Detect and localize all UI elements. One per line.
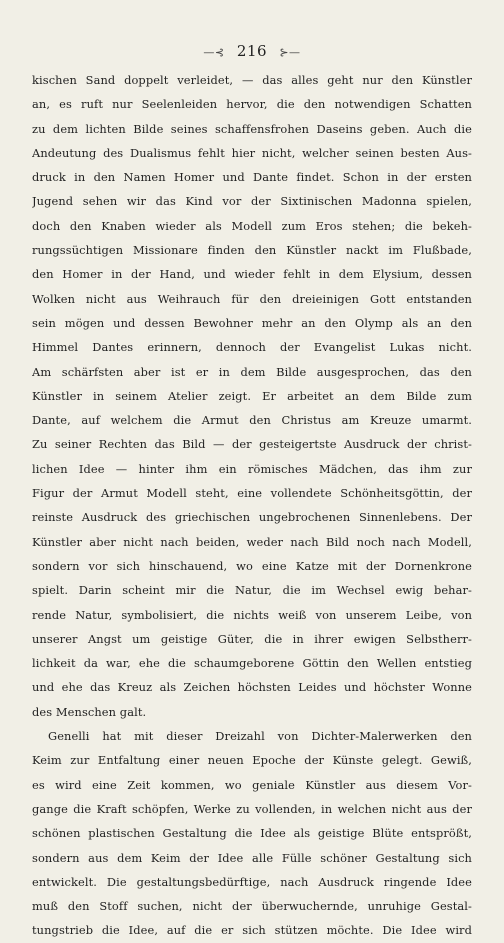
text-line: reinste Ausdruck des griechischen ungebrochenen Sinnenlebens. Der [32, 510, 472, 525]
text-line: und ehe das Kreuz als Zeichen höchsten Leides und höchster Wonne [32, 680, 472, 695]
text-line: kischen Sand doppelt verleidet, — das alles geht nur den Künstler [32, 73, 472, 87]
text-line: muß den Stoff suchen, nicht der überwuchernde, unruhige Gestal- [32, 899, 472, 914]
text-line: schönen plastischen Gestaltung die Idee als geistige Blüte entsprößt, [32, 826, 472, 841]
text-line: tungstrieb die Idee, auf die er sich stützen möchte. Die Idee wird [32, 923, 472, 938]
text-line: doch den Knaben wieder als Modell zum Eros stehen; die bekeh- [32, 218, 472, 233]
text-line: Wolken nicht aus Weihrauch für den dreieinigen Gott entstanden [32, 291, 472, 306]
text-line: den Homer in der Hand, und wieder fehlt in dem Elysium, dessen [32, 267, 472, 282]
text-line: entwickelt. Die gestaltungsbedürftige, nach Ausdruck ringende Idee [32, 874, 472, 889]
text-line: gange die Kraft schöpfen, Werke zu vollenden, in welchen nicht aus der [32, 801, 472, 816]
text-line: unserer Angst um geistige Güter, die in ihrer ewigen Selbstherr- [32, 631, 472, 646]
text-line: lichkeit da war, ehe die schaumgeborene Göttin den Wellen entstieg [32, 656, 472, 671]
text-line: an, es ruft nur Seelenleiden hervor, die den notwendigen Schatten [32, 97, 472, 112]
text-line: Jugend sehen wir das Kind vor der Sixtinischen Madonna spielen, [32, 194, 472, 209]
text-line: rende Natur, symbolisiert, die nichts weiß von unserem Leibe, von [32, 607, 472, 622]
text-line: zu dem lichten Bilde seines schaffensfrohen Daseins geben. Auch die [32, 121, 472, 136]
text-line: Keim zur Entfaltung einer neuen Epoche der Künste gelegt. Gewiß, [32, 753, 472, 768]
text-line: Dante, auf welchem die Armut den Christus am Kreuze umarmt. [32, 413, 472, 428]
text-line: Andeutung des Dualismus fehlt hier nicht, welcher seinen besten Aus- [32, 145, 472, 160]
text-line: sondern vor sich hinschauend, wo eine Katze mit der Dornenkrone [32, 558, 472, 573]
text-line: Genelli hat mit dieser Dreizahl von Dichter-Malerwerken den [48, 729, 472, 744]
text-line: Himmel Dantes erinnern, dennoch der Evangelist Lukas nicht. [32, 340, 472, 355]
text-line: Künstler aber nicht nach beiden, weder nach Bild noch nach Modell, [32, 534, 472, 549]
page-header [0, 42, 504, 60]
text-line: lichen Idee — hinter ihm ein römisches Mädchen, das ihm zur [32, 461, 472, 476]
ornament-left: —⊰ [203, 46, 225, 59]
text-line: Figur der Armut Modell steht, eine vollendete Schönheitsgöttin, der [32, 486, 472, 501]
text-line: es wird eine Zeit kommen, wo geniale Künstler aus diesem Vor- [32, 777, 472, 792]
text-line: sein mögen und dessen Bewohner mehr an den Olymp als an den [32, 315, 472, 330]
body-text [32, 68, 472, 943]
text-line: sondern aus dem Keim der Idee alle Fülle schöner Gestaltung sich [32, 850, 472, 865]
text-line: Am schärfsten aber ist er in dem Bilde ausgesprochen, das den [32, 364, 472, 379]
page-number: 216 [236, 42, 268, 60]
text-line: Zu seiner Rechten das Bild — der gesteigertste Ausdruck der christ- [32, 437, 472, 452]
text-line: des Menschen galt. [32, 704, 147, 719]
text-line: druck in den Namen Homer und Dante findet. Schon in der ersten [32, 170, 472, 185]
text-line: spielt. Darin scheint mir die Natur, die im Wechsel ewig behar- [32, 583, 472, 598]
ornament-right: ⊱— [279, 46, 301, 59]
text-line: rungssüchtigen Missionare finden den Künstler nackt im Flußbade, [32, 243, 472, 258]
text-line: Künstler in seinem Atelier zeigt. Er arbeitet an dem Bilde zum [32, 388, 472, 403]
